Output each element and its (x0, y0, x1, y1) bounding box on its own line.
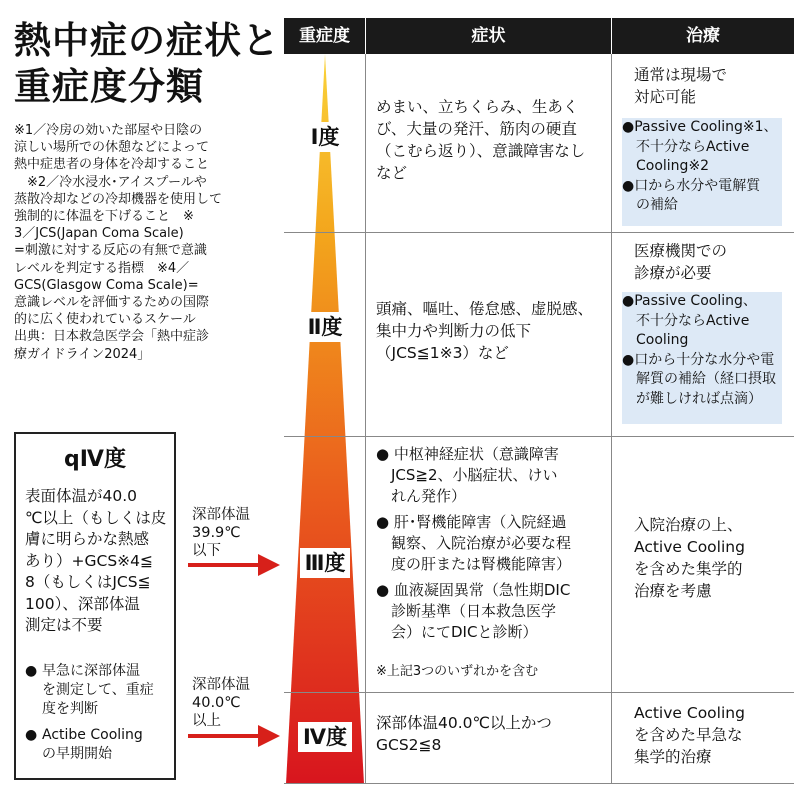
grade-2-treatment-box: ●Passive Cooling、 不十分ならActive Cooling ●口から十分な水分や電 解質の補給（経口摂取 が難しければ点滴） (622, 292, 782, 424)
column-divider (611, 54, 612, 784)
grade-3-treatment: 入院治療の上、 Active Cooling を含めた集学的 治療を考慮 (634, 516, 745, 600)
grade4-bullet-cooling: ● Actibe Cooling の早期開始 (25, 727, 143, 762)
footnotes: ※1／冷房の効いた部屋や日陰の 涼しい場所での休憩などによって 熱中症患者の身体を冷却すること ※2／冷水浸水･アイスプールや 蒸散冷却などの冷却機器を使用して 強制的に体温を下げること ※ 3／JCS(Japan Coma Scale) =刺激に対する反応の有無で意識 レベルを判定する指標 ※4／ GCS(Glasgow Coma Scale)= 意識レベルを評価するための国際 的に広く使われているスケール 出典：日本救急医学会「熱中症診 療ガイドライン2024」 (14, 123, 223, 362)
page-title: 熱中症の症状と 重症度分類 (14, 19, 280, 108)
bullet-icon: ● (25, 663, 38, 679)
grade-1-treatment-heading: 通常は現場で 対応可能 (634, 66, 728, 106)
row-divider (284, 232, 794, 233)
column-divider (365, 54, 366, 784)
grade4-criteria-box (14, 432, 176, 780)
grade-2-label: Ⅱ度 (302, 312, 348, 342)
grade-3-label: Ⅲ度 (300, 548, 350, 578)
grade-2-treatment-heading: 医療機関での 診療が必要 (634, 242, 728, 282)
row-divider (284, 783, 794, 784)
row-divider (284, 436, 794, 437)
row-divider (284, 692, 794, 693)
arrow-to-grade3-shaft (188, 563, 260, 567)
arrow-right-icon (258, 725, 280, 747)
arrow-label-below-40: 深部体温 39.9℃ 以下 (192, 507, 250, 559)
grade-1-label: Ⅰ度 (304, 122, 346, 152)
grade-2-symptoms: 頭痛、嘔吐、倦怠感、虚脱感、 集中力や判断力の低下 （JCS≦1※3）など (376, 300, 594, 362)
grade-3-symptom-liver-kidney: ● 肝･腎機能障害（入院経過 観察、入院治療が必要な程 度の肝または腎機能障害） (376, 513, 572, 573)
grade-3-symptom-cns: ● 中枢神経症状（意識障害 JCS≧2、小脳症状、けい れん発作） (376, 445, 559, 505)
grade4-criteria-text: 表面体温が40.0 ℃以上（もしくは皮 膚に明らかな熱感 あり）+GCS※4≦ 8（もしくはJCS≦ 100）、深部体温 測定は不要 (25, 487, 167, 634)
grade-4-treatment: Active Cooling を含めた早急な 集学的治療 (634, 704, 745, 766)
severity-table (284, 18, 794, 784)
bullet-icon: ● (25, 727, 38, 743)
severity-gradient-triangle (284, 54, 366, 784)
header-severity: 重症度 (284, 18, 365, 54)
grade-3-symptom-note: ※上記3つのいずれかを含む (376, 664, 539, 679)
grade4-bullet-measure: ● 早急に深部体温 を測定して、重症 度を判断 (25, 663, 154, 717)
header-treatment: 治療 (612, 18, 794, 54)
arrow-label-above-40: 深部体温 40.0℃ 以上 (192, 677, 250, 729)
grade-1-treatment-box: ●Passive Cooling※1、 不十分ならActive Cooling※2 ●口から水分や電解質 の補給 (622, 118, 782, 226)
grade-3-symptom-coagulation: ● 血液凝固異常（急性期DIC 診断基準（日本救急医学 会）にてDICと診断） (376, 581, 571, 641)
grade4-criteria-title: qⅣ度 (64, 447, 126, 472)
grade-4-label: Ⅳ度 (298, 722, 352, 752)
grade-1-symptoms: めまい、立ちくらみ、生あく び、大量の発汗、筋肉の硬直 （こむら返り）、意識障害なし など (376, 98, 586, 182)
grade-4-symptoms: 深部体温40.0℃以上かつ GCS2≦8 (376, 714, 552, 754)
header-symptoms: 症状 (366, 18, 611, 54)
arrow-right-icon (258, 554, 280, 576)
arrow-to-grade4-shaft (188, 734, 260, 738)
